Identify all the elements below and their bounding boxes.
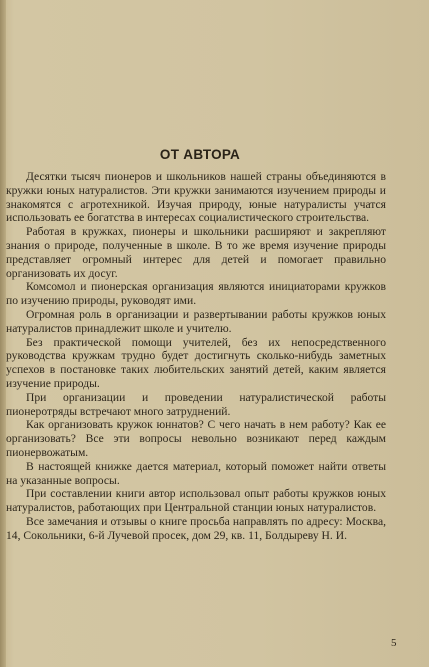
paragraph-address: Все замечания и отзывы о книге просьба направлять по адресу: Москва, 14, Сокольники, 6-й Лучевой просек, дом 29, кв. 11, Болдыреву Н. И. bbox=[6, 514, 386, 542]
body-text bbox=[6, 170, 386, 543]
paragraph: Работая в кружках, пионеры и школьники расширяют и закрепляют знания о природе, полученные в школе. В то же время изучение природы представляет огромный интерес для детей и помогает правильно организовать их досуг. bbox=[6, 225, 386, 280]
paragraph: При организации и проведении натуралистической работы пионеротряды встречают много затруднений. bbox=[6, 390, 386, 418]
paragraph: Комсомол и пионерская организация являются инициаторами кружков по изучению природы, руководят ими. bbox=[6, 280, 386, 308]
paragraph: Десятки тысяч пионеров и школьников нашей страны объединяются в кружки юных натуралистов. Эти кружки занимаются изучением природы и знакомятся с агротехникой. Изучая природу, юные натуралисты учатся использовать ее богатства в интересах социалистического строительства. bbox=[6, 170, 386, 225]
page-number: 5 bbox=[391, 637, 397, 649]
paragraph: Без практической помощи учителей, без их непосредственного руководства кружкам трудно будет достигнуть сколько-нибудь заметных успехов в постановке таких любительских занятий детей, каким является изучение природы. bbox=[6, 335, 386, 390]
paragraph: В настоящей книжке дается материал, который поможет найти ответы на указанные вопросы. bbox=[6, 459, 386, 487]
paragraph: Как организовать кружок юннатов? С чего начать в нем работу? Как ее организовать? Все эти вопросы невольно возникают перед каждым пионервожатым. bbox=[6, 418, 386, 459]
paragraph: Огромная роль в организации и развертывании работы кружков юных натуралистов принадлежит школе и учителю. bbox=[6, 307, 386, 335]
paragraph: При составлении книги автор использовал опыт работы кружков юных натуралистов, работающих при Центральной станции юных натуралистов. bbox=[6, 487, 386, 515]
section-heading: ОТ АВТОРА bbox=[159, 147, 241, 162]
